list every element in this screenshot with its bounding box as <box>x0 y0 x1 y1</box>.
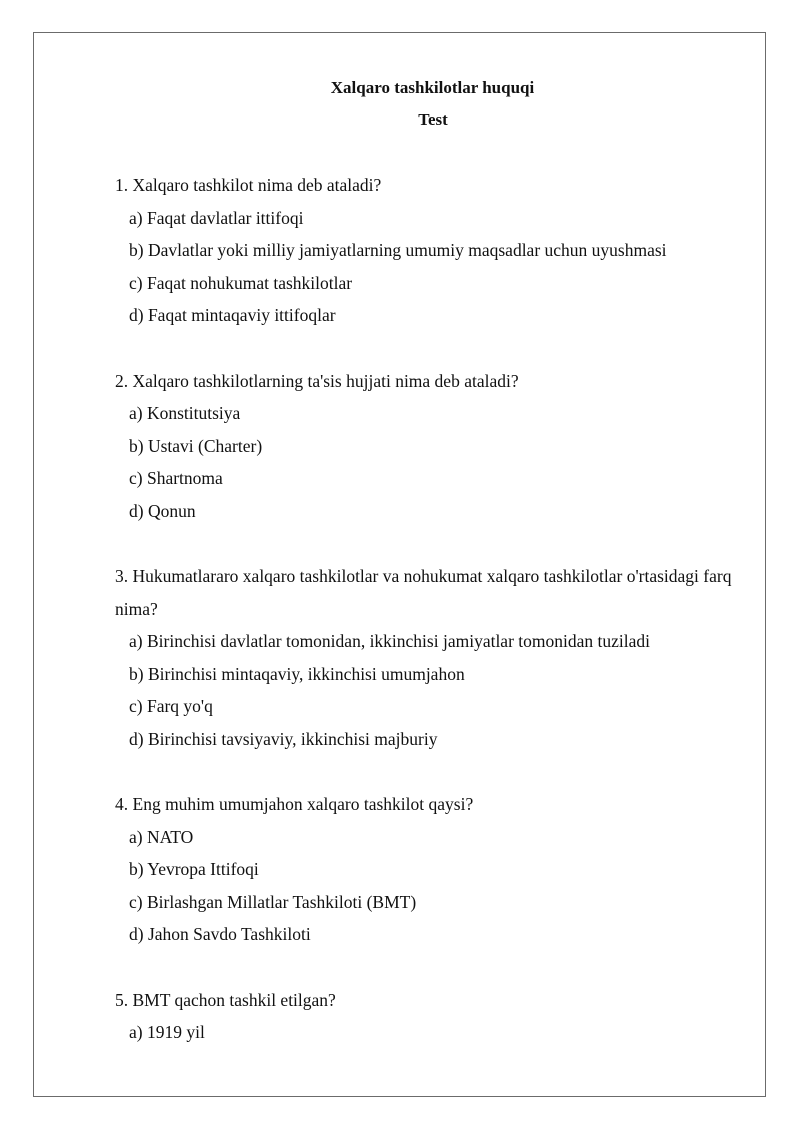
question-2 <box>115 365 751 528</box>
option-a: a) 1919 yil <box>129 1022 205 1042</box>
option-b: b) Birinchisi mintaqaviy, ikkinchisi umumjahon <box>129 663 465 684</box>
option-b: b) Davlatlar yoki milliy jamiyatlarning umumiy maqsadlar uchun uyushmasi <box>129 240 667 260</box>
question-1 <box>115 169 751 332</box>
question-text: 5. BMT qachon tashkil etilgan? <box>115 989 336 1010</box>
question-3 <box>115 560 751 755</box>
option-b: b) Ustavi (Charter) <box>129 435 263 456</box>
option-a: a) NATO <box>129 826 194 847</box>
question-text: 2. Xalqaro tashkilotlarning ta'sis hujjati nima deb ataladi? <box>115 370 519 391</box>
option-d: d) Jahon Savdo Tashkiloti <box>129 924 311 944</box>
option-a: a) Birinchisi davlatlar tomonidan, ikkinchisi jamiyatlar tomonidan tuziladi <box>129 631 650 651</box>
option-a: a) Konstitutsiya <box>129 403 241 423</box>
document-header <box>115 72 751 136</box>
option-a: a) Faqat davlatlar ittifoqi <box>129 207 304 228</box>
question-text: 1. Xalqaro tashkilot nima deb ataladi? <box>115 175 382 195</box>
question-text: 4. Eng muhim umumjahon xalqaro tashkilot qaysi? <box>115 794 474 814</box>
document-content <box>115 72 751 1049</box>
document-title: Xalqaro tashkilotlar huquqi <box>330 78 535 97</box>
option-c: c) Birlashgan Millatlar Tashkiloti (BMT) <box>129 891 417 912</box>
question-4 <box>115 788 751 951</box>
question-text: 3. Hukumatlararo xalqaro tashkilotlar va nohukumat xalqaro tashkilotlar o'rtasidagi farq nima? <box>115 566 732 619</box>
option-d: d) Faqat mintaqaviy ittifoqlar <box>129 305 336 325</box>
option-d: d) Qonun <box>129 500 196 521</box>
option-c: c) Shartnoma <box>129 468 223 488</box>
option-c: c) Faqat nohukumat tashkilotlar <box>129 272 353 293</box>
option-b: b) Yevropa Ittifoqi <box>129 859 259 879</box>
document-subtitle: Test <box>418 110 448 129</box>
option-d: d) Birinchisi tavsiyaviy, ikkinchisi majburiy <box>129 728 438 749</box>
question-5 <box>115 984 751 1049</box>
option-c: c) Farq yo'q <box>129 696 213 716</box>
